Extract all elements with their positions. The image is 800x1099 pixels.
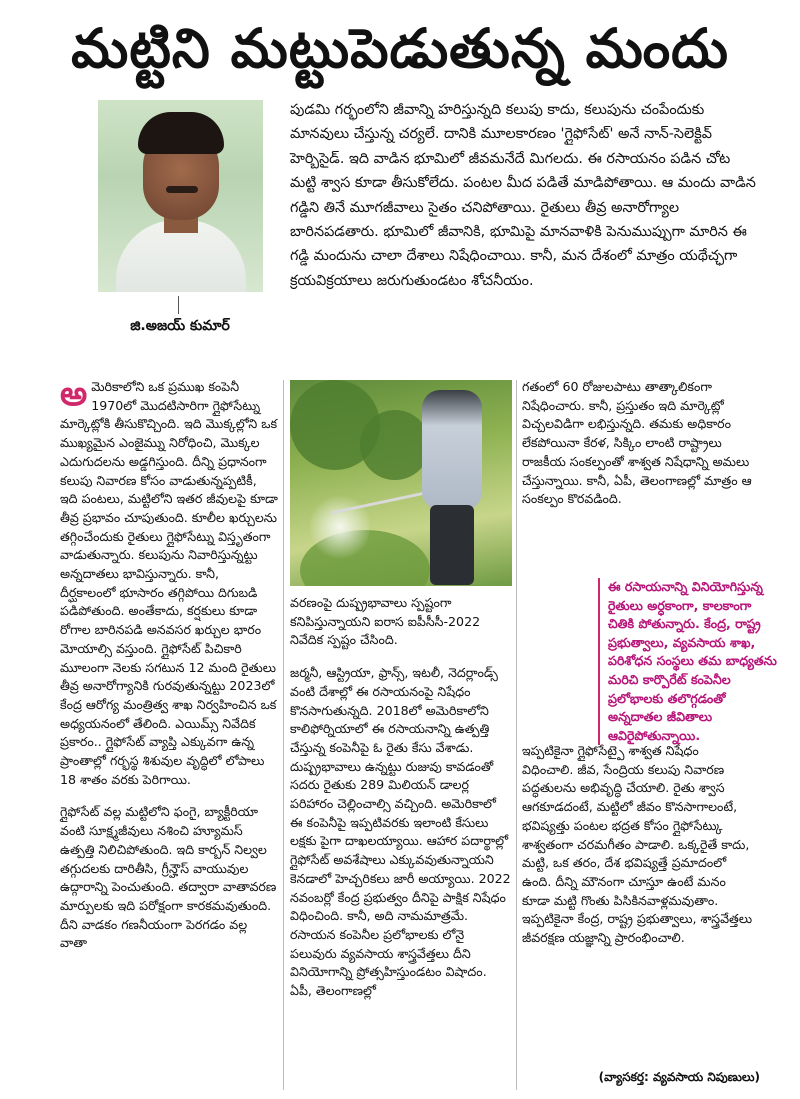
farmer-figure: [422, 390, 482, 510]
article-column-2: [290, 594, 512, 1015]
plant-foliage: [360, 410, 430, 480]
author-moustache: [166, 186, 198, 193]
byline-divider: [178, 296, 179, 314]
spray-mist: [310, 492, 370, 562]
author-photo: [98, 100, 263, 292]
col2-paragraph-1: వరణంపై దుష్ప్రభావాలు స్పష్టంగా కనిపిస్తున్నాయని ఐరాస ఐపీసీసీ-2022 నివేదిక స్పష్టం చేసింది.: [290, 595, 481, 648]
drop-cap: అ: [60, 374, 88, 414]
column-rule: [516, 380, 517, 1090]
article-column-3-continued: [522, 742, 754, 962]
pull-quote: ఈ రసాయనాన్ని వినియోగిస్తున్న రైతులు అర్ధకాంగా, కాలకాంగా చితికి పోతున్నారు. కేంద్ర, రాష్ట్ర ప్రభుత్వాలు, వ్యవసాయ శాఖ, పరిశోధన సంస్థలు తమ బాధ్యతను మరిచి కార్పొరేట్ కంపెనీల ప్రలోభాలకు తలొగ్గడంతో అన్నదాతల జీవితాలు ఆవిరైపోతున్నాయి.: [598, 578, 778, 745]
byline: జి.అజయ్ కుమార్: [130, 318, 230, 334]
author-credit: (వ్యాసకర్త: వ్యవసాయ నిపుణులు): [598, 1070, 760, 1084]
article-column-3: [522, 378, 754, 509]
col1-paragraph-1: [60, 374, 278, 789]
col1-text-1: మెరికాలోని ఒక ప్రముఖ కంపెనీ 1970లో మొదటిసారిగా గ్లైఫోసేట్ను మార్కెట్లోకి తీసుకొచ్చింది. ఇది మొక్కల్లోని ఒక ముఖ్యమైన ఎంజైమ్ను నిరోధించి, మొక్కల ఎదుగుదలను అడ్డగిస్తుంది. దీన్ని ప్రధానంగా కలుపు నివారణ కోసం వాడుతున్నప్పటికీ, ఇది పంటలు, మట్టిలోని ఇతర జీవులపై కూడా తీవ్ర ప్రభావం చూపుతుంది. కూలీల ఖర్చులను తగ్గించేందుకు రైతులు గ్లైఫోసేట్ను విస్తృతంగా వాడుతున్నారు. కలుపును నివారిస్తున్నట్టు అన్నదాతలు భావిస్తున్నారు. కానీ, దీర్ఘకాలంలో భూసారం తగ్గిపోయి దిగుబడి పడిపోతుంది. అంతేకాదు, కర్షకులు కూడా రోగాల బారినపడి అనవసర ఖర్చుల భారం మోయాల్సి వస్తుంది. గ్లైఫోసేట్ పిచికారి మూలంగా నెలకు సగటున 12 మంది రైతులు తీవ్ర అనారోగ్యానికి గురవుతున్నట్టు 2023లో కేంద్ర ఆరోగ్య మంత్రిత్వ శాఖ నిర్వహించిన ఒక అధ్యయనంలో తేలింది. ఎయిమ్స్ నివేదిక ప్రకారం.. గ్లైఫోసేట్ వ్యాప్తి ఎక్కువగా ఉన్న ప్రాంతాల్లో గర్భస్థ శిశువుల వృద్ధిలో లోపాలు 18 శాతం వరకు పెరిగాయి.: [60, 379, 278, 787]
col3-paragraph-2: ఇప్పటికైనా గ్లైఫోసేట్పై శాశ్వత నిషేధం విధించాలి. జీవ, సేంద్రియ కలుపు నివారణ పద్ధతులను అభివృద్ధి చేయాలి. రైతు శ్వాస ఆగకూడదంటే, మట్టిలో జీవం కొనసాగాలంటే, భవిష్యత్తు పంటల భద్రత కోసం గ్లైఫోసేట్కు శాశ్వతంగా చరమగీతం పాడాలి. ఒక్కరైతే కాదు, మట్టి, ఒక తరం, దేశ భవిష్యత్తే ప్రమాదంలో ఉంది. దీన్ని మౌనంగా చూస్తూ ఉంటే మనం కూడా మట్టి గొంతు పిసికినవాళ్లమవుతాం. ఇప్పటికైనా కేంద్ర, రాష్ట్ర ప్రభుత్వాలు, శాస్త్రవేత్తలు జీవరక్షణ యజ్ఞాన్ని ప్రారంభించాలి.: [522, 743, 753, 946]
col3-paragraph-1: గతంలో 60 రోజులపాటు తాత్కాలికంగా నిషేధించారు. కానీ, ప్రస్తుతం ఇది మార్కెట్లో విచ్చలవిడిగా లభిస్తున్నది. తమకు అధికారం లేకపోయినా కేరళ, సిక్కిం లాంటి రాష్ట్రాలు రాజకీయ సంకల్పంతో శాశ్వత నిషేధాన్ని అమలు చేస్తున్నాయి. కానీ, ఏపీ, తెలంగాణల్లో మాత్రం ఆ సంకల్పం కొరవడింది.: [522, 379, 752, 507]
headline: మట్టిని మట్టుపెడుతున్న మందు: [71, 16, 729, 80]
column-rule: [283, 380, 284, 1090]
farmer-legs: [430, 505, 474, 585]
col1-paragraph-2: గ్లైఫోసేట్ వల్ల మట్టిలోని ఫంగై, బ్యాక్టీరియా వంటి సూక్ష్మజీవులు నశించి హ్యూమస్ ఉత్పత్తి నిలిచిపోతుంది. ఇది కార్బన్ నిల్వల తగ్గుదలకు దారితీసి, గ్రీన్హౌస్ వాయువుల ఉద్గారాన్ని పెంచుతుంది. తద్వారా వాతావరణ మార్పులకు ఇది పరోక్షంగా కారకమవుతుంది. దీని వాడకం గణనీయంగా పెరగడం వల్ల వాతా: [60, 804, 277, 951]
intro-text: పుడమి గర్భంలోని జీవాన్ని హరిస్తున్నది కలుపు కాదు, కలుపును చంపేందుకు మానవులు చేస్తున్న చర్యలే. దానికి మూలకారణం 'గ్లైఫోసేట్' అనే నాన్-సెలెక్టివ్ హెర్బిసైడ్. ఇది వాడిన భూమిలో జీవమనేదే మిగలదు. ఈ రసాయనం పడిన చోట మట్టి శ్వాస కూడా తీసుకోలేదు. పంటల మీద పడితే మాడిపోతాయి. ఆ మందు వాడిన గడ్డిని తినే మూగజీవాలు సైతం చనిపోతాయి. రైతులు తీవ్ర అనారోగ్యాల బారినపడతారు. భూమిలో జీవానికి, భూమిపై మానవాళికి పెనుముప్పుగా మారిన ఈ గడ్డి మందును చాలా దేశాలు నిషేధించాయి. కానీ, మన దేశంలో మాత్రం యథేచ్ఛగా క్రయవిక్రయాలు జరుగుతుండటం శోచనీయం.: [290, 102, 756, 289]
col2-paragraph-2: జర్మనీ, ఆస్ట్రియా, ఫ్రాన్స్, ఇటలీ, నెదర్లాండ్స్ వంటి దేశాల్లో ఈ రసాయనంపై నిషేధం కొనసాగుతున్నది. 2018లో అమెరికాలోని కాలిఫోర్నియాలో ఈ రసాయనాన్ని ఉత్పత్తి చేస్తున్న కంపెనీపై ఓ రైతు కేసు వేశాడు. దుష్ప్రభావాలు ఉన్నట్టు రుజువు కావడంతో సదరు రైతుకు 289 మిలియన్ డాలర్ల పరిహారం చెల్లించాల్సి వచ్చింది. అమెరికాలో ఈ కంపెనీపై ఇప్పటివరకు ఇలాంటి కేసులు లక్షకు పైగా దాఖలయ్యాయి. ఆహార పదార్థాల్లో గ్లైఫోసేట్ అవశేషాలు ఎక్కువవుతున్నాయని కెనడాలో హెచ్చరికలు జారీ అయ్యాయి. 2022 నవంబర్లో కేంద్ర ప్రభుత్వం దీనిపై పాక్షిక నిషేధం విధించింది. కానీ, అది నామమాత్రమే. రసాయన కంపెనీల ప్రలోభాలకు లోనై పలువురు వ్యవసాయ శాస్త్రవేత్తలు దీని వినియోగాన్ని ప్రోత్సహిస్తుండటం విషాదం. ఏపీ, తెలంగాణల్లో: [290, 665, 511, 999]
farmer-spraying-photo: [290, 380, 512, 586]
author-hair: [138, 112, 224, 154]
intro-paragraph: [290, 98, 760, 293]
article-column-1: [60, 374, 278, 967]
